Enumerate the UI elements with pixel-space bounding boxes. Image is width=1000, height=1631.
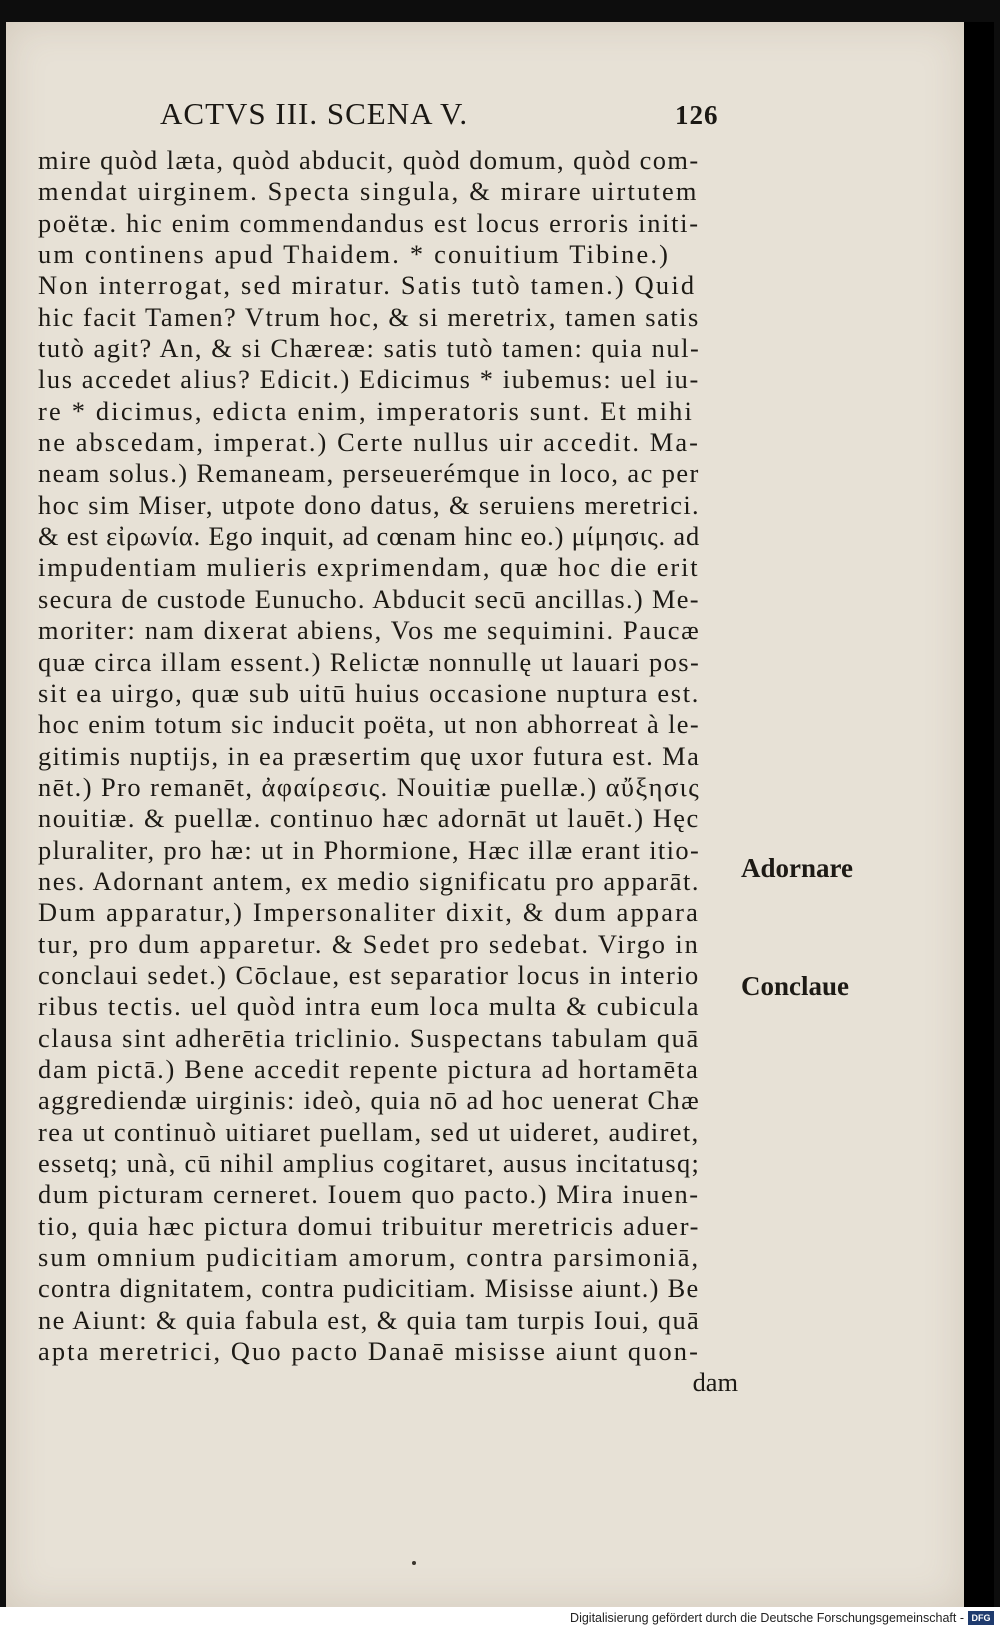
text-line: rea ut continuò uitiaret puellam, sed ut uideret, audiret, [38,1116,700,1147]
text-line: impudentiam mulieris exprimendam, quæ hoc die erit [38,552,700,583]
text-line: Non interrogat, sed miratur. Satis tutò tamen.) Quid [38,270,697,301]
text-line: dam pictā.) Bene accedit repente pictura ad hortamēta [38,1053,700,1084]
text-line: conclaui sedet.) Cōclaue, est separatior locus in interio [38,959,700,990]
text-line: lus accedet alius? Edicit.) Edicimus * iubemus: uel iu- [38,364,700,395]
text-line: poëtæ. hic enim commendandus est locus erroris initi- [38,207,700,238]
text-line: ne abscedam, imperat.) Certe nullus uir accedit. Ma- [38,427,700,458]
text-line: tio, quia hæc pictura domui tribuitur meretricis aduer- [38,1210,701,1241]
running-title: ACTVS III. SCENA V. [160,96,469,131]
text-line: ne Aiunt: & quia fabula est, & quia tam turpis Ioui, quā [38,1304,701,1335]
text-line: um continens apud Thaidem. * conuitium Tibine.) [38,239,671,270]
text-line: ribus tectis. uel quòd intra eum loca multa & cubicula [38,991,701,1022]
footer-credit: Digitalisierung gefördert durch die Deutsche Forschungsgemeinschaft - [570,1611,964,1625]
text-line: nes. Adornant antem, ex medio significatu pro apparāt. [38,865,700,896]
text-line: hoc enim totum sic inducit poëta, ut non abhorreat à le- [38,709,701,740]
text-line: re * dicimus, edicta enim, imperatoris sunt. Et mihi [38,395,695,426]
text-line: moriter: nam dixerat abiens, Vos me sequimini. Paucæ [38,615,701,646]
margin-note-adornare: Adornare [741,853,853,883]
text-line: mendat uirginem. Specta singula, & mirare uirtutem [38,176,699,207]
text-line: gitimis nuptijs, in ea præsertim quę uxor futura est. Ma [38,740,701,771]
text-line: clausa sint adherētia triclinio. Suspectans tabulam quā [38,1022,700,1053]
text-line: mire quòd læta, quòd abducit, quòd domum, quòd com- [38,145,700,175]
text-line: nēt.) Pro remanēt, ἀφαίρεσις. Nouitiæ puellæ.) αὔξησις [38,771,701,802]
text-line: quæ circa illam essent.) Relictæ nonnullę ut lauari pos- [38,646,701,677]
text-line: pluraliter, pro hæ: ut in Phormione, Hæc illæ erant itio- [38,834,701,865]
text-line: contra dignitatem, contra pudicitiam. Misisse aiunt.) Be [38,1273,700,1304]
text-line: dam [692,1367,738,1398]
margin-note-conclaue: Conclaue [741,971,849,1001]
dfg-logo: DFG [968,1611,994,1625]
commentary-text [38,145,738,1399]
paper-speck [412,1561,416,1565]
text-line: aggrediendæ uirginis: ideò, quia nō ad hoc uenerat Chæ [38,1085,701,1116]
text-line: hoc sim Miser, utpote dono datus, & seruiens meretrici. [38,489,701,520]
digitization-footer [0,1607,1000,1631]
text-line: Dum apparatur,) Impersonaliter dixit, & dum appara [38,897,700,928]
text-line: neam solus.) Remaneam, perseuerémque in loco, ac per [38,458,700,489]
text-line: hic facit Tamen? Vtrum hoc, & si meretrix, tamen satis [38,301,700,332]
text-line: dum picturam cerneret. Iouem quo pacto.) Mira inuen- [38,1179,700,1210]
text-line: sit ea uirgo, quæ sub uitū huius occasione nuptura est. [38,677,701,708]
text-line: secura de custode Eunucho. Abducit secū ancillas.) Me- [38,583,700,614]
text-line: nouitiæ. & puellæ. continuo hæc adornāt ut lauēt.) Hęc [38,803,700,834]
page-edge-shadow [964,22,994,1607]
text-line: tutò agit? An, & si Chæreæ: satis tutò tamen: quia nul- [38,333,701,364]
text-line: sum omnium pudicitiam amorum, contra parsimoniā, [38,1242,701,1273]
text-line: essetq; unà, cū nihil amplius cogitaret, ausus incitatusq; [38,1148,701,1178]
text-line: & est εἰρωνία. Ego inquit, ad cœnam hinc eo.) μίμησις. ad [38,521,701,552]
page-number: 126 [675,100,719,130]
text-line: tur, pro dum apparetur. & Sedet pro sedebat. Virgo in [38,928,700,959]
text-line: apta meretrici, Quo pacto Danaē misisse aiunt quon- [38,1336,701,1367]
